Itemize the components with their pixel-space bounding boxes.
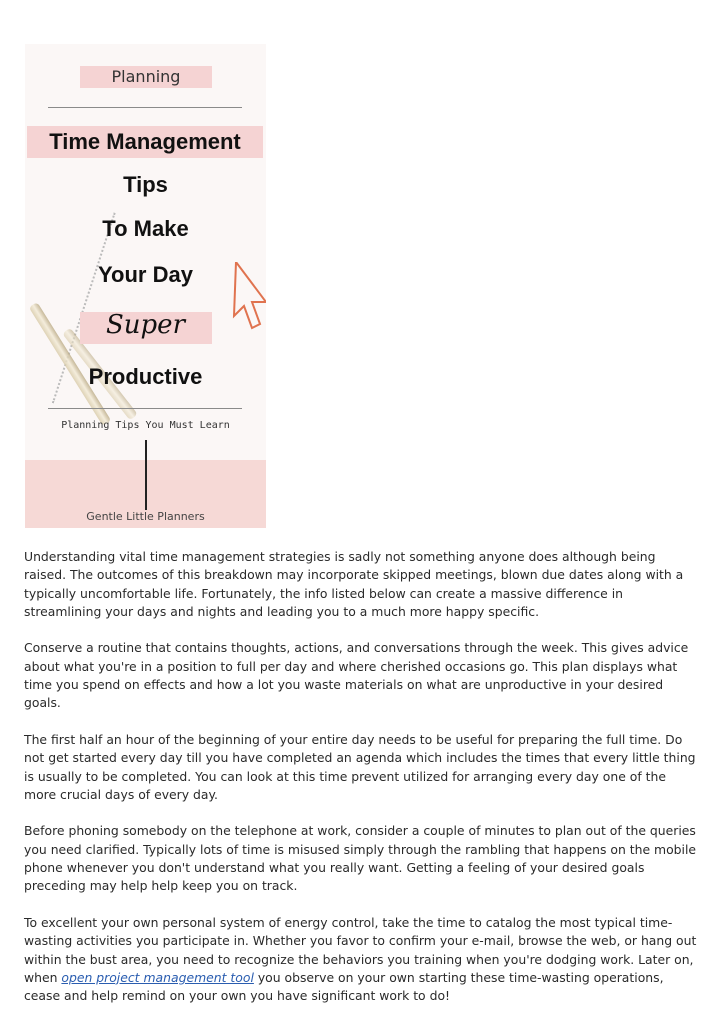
paragraph-5 (24, 914, 700, 1005)
brand-name: Gentle Little Planners (86, 510, 205, 523)
pin-image (25, 44, 266, 528)
project-management-link[interactable]: open project management tool (61, 969, 254, 985)
title-line-4: Your Day (98, 262, 193, 287)
paragraph-1: Understanding vital time management strategies is sadly not something anyone does although being raised. The outcomes of this breakdown may incorporate skipped meetings, blown due dates along with a typically uncomfortable life. Fortunately, the info listed below can create a massive difference in streamlining your days and nights and leading you to a much more happy specific. (24, 549, 684, 619)
paragraph-3: The first half an hour of the beginning of your entire day needs to be useful for preparing the full time. Do not get started every day till you have completed an agenda which includes the times that every little thing is usually to be completed. You can look at this time prevent utilized for arranging every day one of the more crucial days of every day. (24, 731, 696, 802)
title-line-5: Super (105, 310, 185, 340)
title-line-6: Productive (88, 364, 203, 389)
divider (48, 107, 242, 108)
paragraph-2: Conserve a routine that contains thoughts, actions, and conversations through the week. This gives advice about what you're in a position to full per day and where cherished occasions go. This plan displays what time you spend on effects and how a lot you waste materials on what are unproductive in your desired goals. (24, 640, 689, 711)
paragraph-5-start: To excellent your own personal system of energy control, take the time to catalog the most typical time-wasting activities you participate in. Whether you favor to confirm your e-mail, browse the web, or hang out within the bust area, you need to recognize the behaviors you training when you're dodging work. Later on, when (24, 914, 697, 985)
pin-subtitle: Planning Tips You Must Learn (61, 420, 230, 431)
paragraph-4: Before phoning somebody on the telephone at work, consider a couple of minutes to plan out of the queries you need clarified. Typically lots of time is misused simply through the rambling that happens on the mobile phone whenever you don't understand what you really want. Getting a feeling of your desired goals preceding may help help keep you on track. (24, 823, 697, 894)
vertical-line (145, 440, 147, 510)
planning-tag: Planning (80, 66, 212, 88)
title-line-2: Tips (123, 172, 168, 197)
title-line-3: To Make (102, 216, 189, 241)
title-line-1: Time Management (27, 126, 263, 158)
article-body (24, 548, 700, 1024)
divider (48, 408, 242, 409)
paragraph-5-end: you observe on your own starting these time-wasting operations, cease and help remind on your own you have significant work to do! (24, 969, 664, 1004)
